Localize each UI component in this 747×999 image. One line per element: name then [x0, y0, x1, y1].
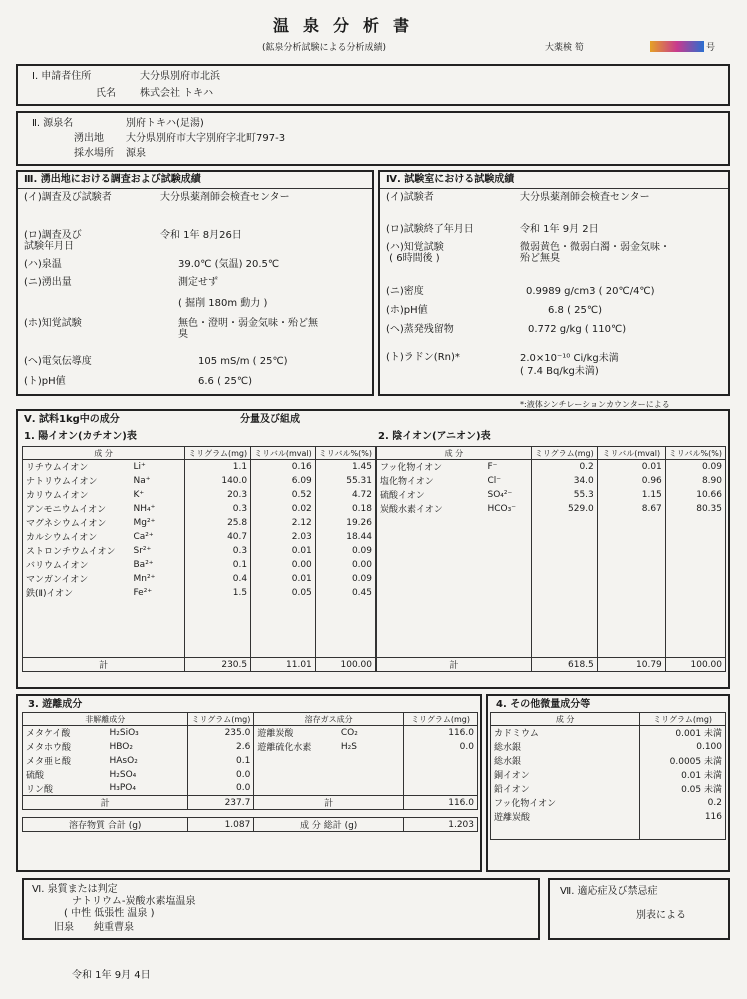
lab-item-value: 6.8 ( 25℃)	[548, 305, 603, 316]
cation-mval: 2.03	[251, 530, 316, 544]
page-subtitle: (鉱泉分析試験による分析成績)	[262, 43, 387, 53]
gas-mg: 0.0	[404, 740, 478, 754]
lab-item-label: (ハ)知覚試験 ( 6時間後 )	[386, 242, 444, 264]
cation-pct: 18.44	[315, 530, 375, 544]
anion-formula: HCO₃⁻	[485, 502, 532, 516]
applicant-name-label: 氏名	[96, 88, 116, 99]
gas-formula: CO₂	[338, 726, 404, 740]
col-gas: 溶存ガス成分	[254, 713, 404, 726]
col-mval: ミリバル(mval)	[251, 447, 316, 460]
cation-mval: 0.00	[251, 558, 316, 572]
table-row	[23, 558, 376, 572]
field-item-value: 令和 1年 8月26日	[160, 230, 242, 241]
cation-formula: Fe²⁺	[131, 586, 185, 600]
col-component: 成 分	[377, 447, 532, 460]
anion-title: 2. 陰イオン(アニオン)表	[378, 431, 491, 442]
sampling-label: 採水場所	[74, 148, 114, 159]
nondiss-name: メタ亜ヒ酸	[23, 754, 107, 768]
trace-title: 4. その他微量成分等	[496, 699, 591, 710]
anion-formula: F⁻	[485, 460, 532, 474]
cation-formula: NH₄⁺	[131, 502, 185, 516]
cation-mval: 0.52	[251, 488, 316, 502]
nondiss-formula: HAsO₂	[107, 754, 188, 768]
trace-value: 0.001 未満	[640, 726, 726, 740]
gas-name	[254, 754, 338, 768]
anion-pct: 0.09	[665, 460, 725, 474]
cation-mg: 40.7	[185, 530, 251, 544]
anion-mg: 55.3	[531, 488, 597, 502]
lab-test-title: Ⅳ. 試験室における試験成績	[386, 174, 515, 185]
lab-item-label: (ホ)pH値	[386, 305, 428, 316]
trace-name: 遊離炭酸	[491, 810, 640, 824]
cation-name: ナトリウムイオン	[23, 474, 131, 488]
field-item-value: 無色・澄明・弱金気味・殆ど無 臭	[178, 318, 318, 340]
table-row	[491, 782, 726, 796]
gas-formula	[338, 768, 404, 782]
field-item-label: (ニ)湧出量	[24, 277, 72, 288]
cation-mval: 0.16	[251, 460, 316, 474]
nondiss-mg: 0.0	[188, 782, 254, 796]
cation-name: カルシウムイオン	[23, 530, 131, 544]
col-mg: ミリグラム(mg)	[188, 713, 254, 726]
anion-total-mg: 618.5	[531, 658, 597, 672]
gas-name: 遊離硫化水素	[254, 740, 338, 754]
cation-total-pct: 100.00	[315, 658, 375, 672]
cation-mval: 6.09	[251, 474, 316, 488]
lab-item-value: 0.9989 g/cm3 ( 20℃/4℃)	[526, 286, 655, 297]
anion-mg: 0.2	[531, 460, 597, 474]
section-spring-type	[22, 878, 540, 940]
anion-mg: 529.0	[531, 502, 597, 516]
anion-name: 炭酸水素イオン	[377, 502, 485, 516]
col-component: 成 分	[491, 713, 640, 726]
cation-formula: K⁺	[131, 488, 185, 502]
cation-name: 鉄(Ⅱ)イオン	[23, 586, 131, 600]
table-row	[377, 488, 726, 502]
section-applicant	[16, 64, 730, 106]
table-row	[23, 474, 376, 488]
anion-total-pct: 100.00	[665, 658, 725, 672]
field-item-value: 39.0℃ (気温) 20.5℃	[178, 259, 280, 270]
nondiss-total-label: 計	[23, 796, 188, 810]
col-component: 成 分	[23, 447, 185, 460]
nondiss-formula: H₃PO₄	[107, 782, 188, 796]
anion-total-mval: 10.79	[597, 658, 665, 672]
col-mg: ミリグラム(mg)	[640, 713, 726, 726]
anion-mval: 0.01	[597, 460, 665, 474]
spring-type-line2: ( 中性 低張性 温泉 )	[64, 908, 155, 919]
gas-mg: 116.0	[404, 726, 478, 740]
cation-name: リチウムイオン	[23, 460, 131, 474]
table-row	[23, 754, 478, 768]
cation-formula: Mg²⁺	[131, 516, 185, 530]
ref-stamp	[650, 41, 704, 52]
trace-value: 116	[640, 810, 726, 824]
table-row	[491, 796, 726, 810]
trace-name: 銅イオン	[491, 768, 640, 782]
trace-name: 総水銀	[491, 740, 640, 754]
nondiss-mg: 2.6	[188, 740, 254, 754]
table-row	[377, 474, 726, 488]
location-value: 大分県別府市大字別府字北町797-3	[126, 133, 286, 144]
applicant-name: 株式会社 トキハ	[140, 88, 214, 99]
free-components-table	[22, 712, 478, 832]
table-row	[23, 488, 376, 502]
table-row	[23, 740, 478, 754]
trace-table	[490, 712, 726, 840]
gas-formula: H₂S	[338, 740, 404, 754]
anion-formula: Cl⁻	[485, 474, 532, 488]
field-item-value: ( 掘削 180m 動力 )	[178, 298, 268, 309]
col-mval: ミリバル(mval)	[597, 447, 665, 460]
table-row	[23, 572, 376, 586]
nondiss-mg: 235.0	[188, 726, 254, 740]
nondiss-formula: H₂SiO₃	[107, 726, 188, 740]
table-row	[491, 768, 726, 782]
table-row	[491, 754, 726, 768]
cation-table	[22, 446, 376, 672]
ref-suffix: 号	[706, 43, 716, 53]
table-row	[23, 502, 376, 516]
field-item-label: (ト)pH値	[24, 376, 66, 387]
cation-name: ストロンチウムイオン	[23, 544, 131, 558]
cation-mg: 0.1	[185, 558, 251, 572]
cation-pct: 0.45	[315, 586, 375, 600]
table-row	[491, 740, 726, 754]
old-type-label: 旧泉	[54, 922, 74, 933]
gas-mg	[404, 782, 478, 796]
gas-mg	[404, 754, 478, 768]
section-indications	[548, 878, 730, 940]
cation-mg: 1.5	[185, 586, 251, 600]
lab-item-value: 2.0×10⁻¹⁰ Ci/kg未満 ( 7.4 Bq/kg未満)	[520, 353, 619, 377]
components-subtitle: 分量及び組成	[240, 414, 300, 425]
cation-pct: 0.09	[315, 544, 375, 558]
applicant-address: 大分県別府市北浜	[140, 71, 220, 82]
trace-value: 0.100	[640, 740, 726, 754]
anion-pct: 80.35	[665, 502, 725, 516]
dissolved-label: 溶存物質 合計 (g)	[23, 818, 188, 832]
cation-pct: 55.31	[315, 474, 375, 488]
nondiss-name: メタホウ酸	[23, 740, 107, 754]
gas-name	[254, 782, 338, 796]
applicant-label: Ⅰ. 申請者住所	[32, 71, 92, 82]
gas-total-mg: 116.0	[404, 796, 478, 810]
cation-mval: 0.05	[251, 586, 316, 600]
cation-mg: 25.8	[185, 516, 251, 530]
cation-mg: 20.3	[185, 488, 251, 502]
anion-total-label: 計	[377, 658, 532, 672]
anion-formula: SO₄²⁻	[485, 488, 532, 502]
components-title: Ⅴ. 試料1kg中の成分	[24, 414, 120, 425]
nondiss-total-mg: 237.7	[188, 796, 254, 810]
cation-formula: Na⁺	[131, 474, 185, 488]
gas-mg	[404, 768, 478, 782]
cation-name: バリウムイオン	[23, 558, 131, 572]
location-label: 湧出地	[74, 133, 104, 144]
table-row	[23, 586, 376, 600]
cation-mg: 1.1	[185, 460, 251, 474]
col-mg: ミリグラム(mg)	[185, 447, 251, 460]
lab-item-value: 令和 1年 9月 2日	[520, 224, 599, 235]
table-row	[491, 726, 726, 740]
nondiss-formula: HBO₂	[107, 740, 188, 754]
lab-item-value: 大分県薬剤師会検査センター	[520, 192, 650, 203]
cation-title: 1. 陽イオン(カチオン)表	[24, 431, 137, 442]
field-test-title: Ⅲ. 湧出地における調査および試験成績	[24, 174, 201, 185]
cation-name: マグネシウムイオン	[23, 516, 131, 530]
table-row	[377, 460, 726, 474]
table-row	[23, 516, 376, 530]
trace-name: フッ化物イオン	[491, 796, 640, 810]
field-item-label: (イ)調査及び試験者	[24, 192, 112, 203]
cation-mval: 0.01	[251, 544, 316, 558]
section-spring	[16, 111, 730, 166]
free-title: 3. 遊離成分	[28, 699, 83, 710]
cation-mval: 0.01	[251, 572, 316, 586]
table-row	[23, 530, 376, 544]
trace-name: 総水銀	[491, 754, 640, 768]
table-row	[23, 544, 376, 558]
cation-name: カリウムイオン	[23, 488, 131, 502]
cation-total-label: 計	[23, 658, 185, 672]
nondiss-name: 硫酸	[23, 768, 107, 782]
total-value: 1.203	[404, 818, 478, 832]
table-row	[23, 460, 376, 474]
dissolved-value: 1.087	[188, 818, 254, 832]
field-item-label: (ヘ)電気伝導度	[24, 356, 92, 367]
anion-mg: 34.0	[531, 474, 597, 488]
nondiss-mg: 0.1	[188, 754, 254, 768]
field-item-value: 大分県薬剤師会検査センター	[160, 192, 290, 203]
cation-formula: Mn²⁺	[131, 572, 185, 586]
cation-mg: 0.3	[185, 502, 251, 516]
cation-pct: 19.26	[315, 516, 375, 530]
nondiss-mg: 0.0	[188, 768, 254, 782]
col-pct: ミリバル%(%)	[315, 447, 375, 460]
old-type-value: 純重曹泉	[94, 922, 134, 933]
cation-pct: 4.72	[315, 488, 375, 502]
cation-mg: 0.3	[185, 544, 251, 558]
cation-mg: 0.4	[185, 572, 251, 586]
table-row	[491, 810, 726, 824]
cation-pct: 0.18	[315, 502, 375, 516]
gas-formula	[338, 782, 404, 796]
lab-item-value: 微弱黄色・微弱白濁・弱金気味・ 殆ど無臭	[520, 242, 670, 264]
trace-value: 0.01 未満	[640, 768, 726, 782]
gas-total-label: 計	[254, 796, 404, 810]
sampling-value: 源泉	[126, 148, 146, 159]
cation-mval: 0.02	[251, 502, 316, 516]
anion-mval: 1.15	[597, 488, 665, 502]
anion-mval: 8.67	[597, 502, 665, 516]
lab-item-label: (ト)ラドン(Rn)*	[386, 352, 460, 363]
col-mg: ミリグラム(mg)	[404, 713, 478, 726]
cation-pct: 0.00	[315, 558, 375, 572]
page-title: 温泉分析書	[273, 16, 424, 35]
field-item-label: (ホ)知覚試験	[24, 318, 82, 329]
cation-formula: Sr²⁺	[131, 544, 185, 558]
anion-mval: 0.96	[597, 474, 665, 488]
cation-formula: Li⁺	[131, 460, 185, 474]
cation-pct: 0.09	[315, 572, 375, 586]
section-lab-test	[378, 170, 730, 396]
lab-item-label: (ロ)試験終了年月日	[386, 224, 474, 235]
anion-pct: 8.90	[665, 474, 725, 488]
ref-prefix: 大薬検 筍	[545, 43, 584, 53]
cation-pct: 1.45	[315, 460, 375, 474]
cation-mg: 140.0	[185, 474, 251, 488]
cation-mval: 2.12	[251, 516, 316, 530]
anion-table	[376, 446, 726, 672]
table-row	[377, 502, 726, 516]
trace-value: 0.05 未満	[640, 782, 726, 796]
spring-label: Ⅱ. 源泉名	[32, 118, 74, 129]
nondiss-name: メタケイ酸	[23, 726, 107, 740]
cation-name: マンガンイオン	[23, 572, 131, 586]
trace-value: 0.2	[640, 796, 726, 810]
cation-total-mval: 11.01	[251, 658, 316, 672]
field-item-value: 測定せず	[178, 277, 218, 288]
lab-item-label: (ニ)密度	[386, 286, 424, 297]
lab-item-label: (ヘ)蒸発残留物	[386, 324, 454, 335]
section-field-test	[16, 170, 374, 396]
field-item-value: 6.6 ( 25℃)	[198, 376, 253, 387]
issue-date: 令和 1年 9月 4日	[72, 970, 151, 981]
table-row	[23, 726, 478, 740]
cation-formula: Ba²⁺	[131, 558, 185, 572]
field-item-value: 105 mS/m ( 25℃)	[198, 356, 288, 367]
spring-name: 別府トキハ(足湯)	[126, 118, 204, 129]
field-item-label: (ハ)泉温	[24, 259, 62, 270]
indications-title: Ⅶ. 適応症及び禁忌症	[560, 886, 658, 897]
indications-value: 別表による	[636, 910, 686, 921]
cation-name: アンモニウムイオン	[23, 502, 131, 516]
anion-name: 塩化物イオン	[377, 474, 485, 488]
gas-formula	[338, 754, 404, 768]
col-pct: ミリバル%(%)	[665, 447, 725, 460]
col-mg: ミリグラム(mg)	[531, 447, 597, 460]
nondiss-formula: H₂SO₄	[107, 768, 188, 782]
trace-name: カドミウム	[491, 726, 640, 740]
table-row	[23, 782, 478, 796]
gas-name	[254, 768, 338, 782]
anion-pct: 10.66	[665, 488, 725, 502]
cation-formula: Ca²⁺	[131, 530, 185, 544]
trace-name: 鉛イオン	[491, 782, 640, 796]
table-row	[23, 768, 478, 782]
total-label: 成 分 総計 (g)	[254, 818, 404, 832]
spring-type-line1: ナトリウム-炭酸水素塩温泉	[72, 896, 196, 907]
lab-item-value: 0.772 g/kg ( 110℃)	[528, 324, 627, 335]
trace-value: 0.0005 未満	[640, 754, 726, 768]
anion-name: フッ化物イオン	[377, 460, 485, 474]
anion-name: 硫酸イオン	[377, 488, 485, 502]
gas-name: 遊離炭酸	[254, 726, 338, 740]
cation-total-mg: 230.5	[185, 658, 251, 672]
lab-item-label: (イ)試験者	[386, 192, 434, 203]
nondiss-name: リン酸	[23, 782, 107, 796]
col-nondiss: 非解離成分	[23, 713, 188, 726]
spring-type-title: Ⅵ. 泉質または判定	[32, 884, 118, 895]
radon-note: *:液体シンチレーションカウンターによる	[520, 400, 670, 409]
field-item-label: (ロ)調査及び 試験年月日	[24, 230, 82, 252]
